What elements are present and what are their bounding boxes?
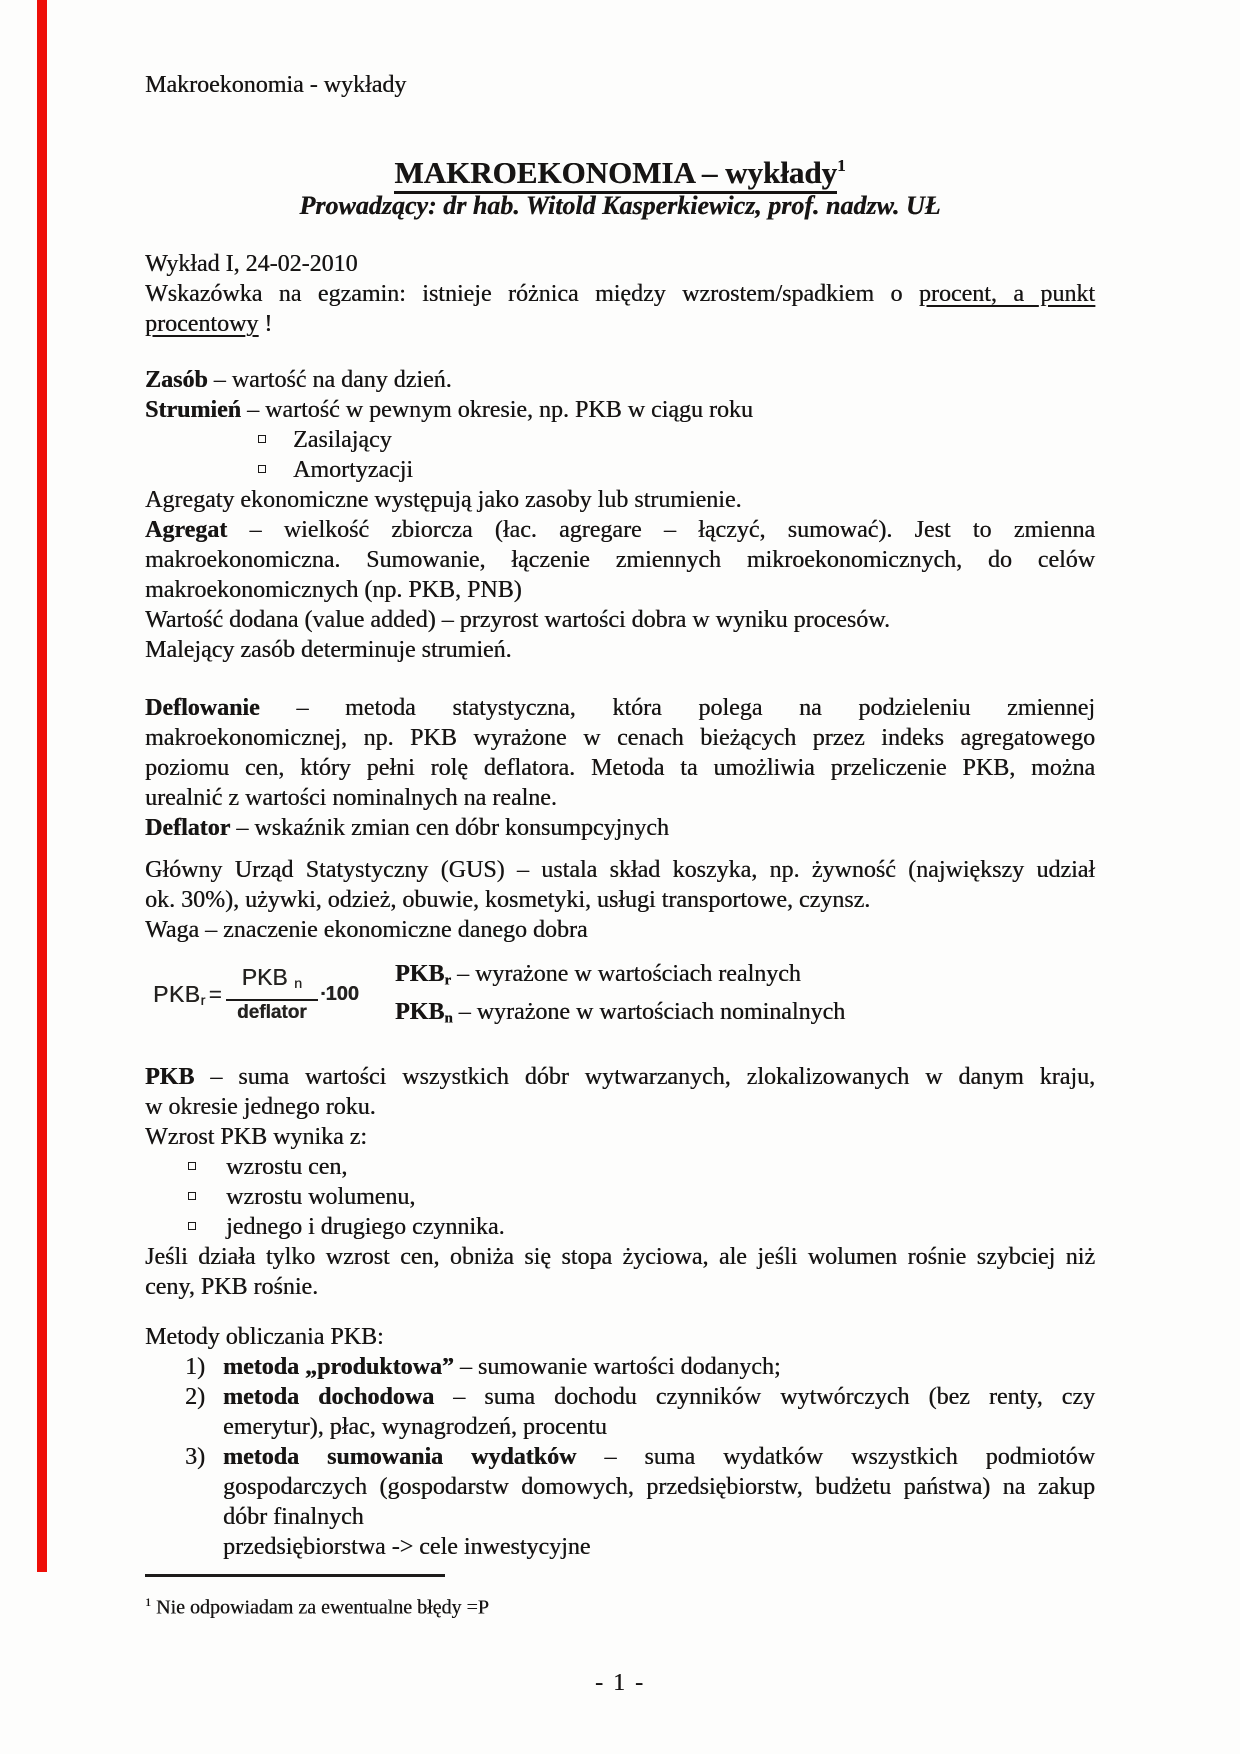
text-segment: metoda „produktowa” — [223, 1353, 454, 1380]
text-segment: ! — [258, 310, 273, 337]
bullet-item — [145, 1212, 1095, 1242]
text-line — [145, 855, 1095, 885]
text-segment: – metoda statystyczna, która polega na podzieleniu zmiennej — [259, 694, 1095, 721]
paragraph — [145, 693, 1095, 813]
text-segment: – suma dochodu czynników wytwórczych (bez renty, czy — [434, 1383, 1095, 1410]
document-title-text: MAKROEKONOMIA – wykłady — [394, 155, 837, 194]
formula-lhs-term: PKB — [153, 980, 201, 1007]
text-segment: Agregat — [145, 516, 228, 543]
text-line — [145, 635, 1095, 665]
text-line — [145, 753, 1095, 783]
formula-legend-line — [395, 996, 845, 1034]
text-segment: dóbr finalnych — [223, 1503, 364, 1530]
bullet-label — [226, 1154, 347, 1180]
square-bullet-icon — [188, 1162, 196, 1170]
red-margin-bar — [37, 0, 47, 1572]
text-line — [223, 1412, 1095, 1442]
footnote-separator — [145, 1574, 445, 1577]
text-segment: w okresie jednego roku. — [145, 1093, 376, 1120]
fraction-numerator — [226, 964, 318, 1001]
footnote-number: 1 — [145, 1594, 151, 1609]
paragraph — [145, 1062, 1095, 1122]
text-line — [145, 783, 1095, 813]
text-line — [145, 279, 1095, 309]
text-segment: – suma wartości wszystkich dóbr wytwarzanych, zlokalizowanych w danym kraju, — [194, 1063, 1095, 1090]
footnote-reference: 1 — [837, 156, 846, 175]
pkb-formula — [153, 962, 359, 1028]
bullet-item — [145, 1182, 1095, 1212]
numbered-item — [145, 1442, 1095, 1532]
text-line — [145, 365, 1095, 395]
numbered-item — [145, 1352, 1095, 1382]
numbered-item — [145, 1382, 1095, 1442]
formula-legend — [395, 958, 845, 1035]
item-number: 2) — [185, 1383, 205, 1410]
text-segment: Deflowanie — [145, 694, 260, 721]
text-segment: – wartość w pewnym okresie, np. PKB w ciągu roku — [241, 396, 753, 423]
text-line — [145, 249, 1095, 279]
text-segment: makroekonomiczna. Sumowanie, łączenie zmiennych mikroekonomicznych, do celów — [145, 546, 1095, 573]
bullet-label — [226, 1184, 415, 1210]
document-title — [145, 148, 1095, 191]
text-segment: przedsiębiorstwa -> cele inwestycyjne — [223, 1533, 591, 1560]
text-line — [145, 545, 1095, 575]
fraction — [226, 964, 318, 1025]
bullet-item — [145, 455, 1095, 485]
multiplier: ∙100 — [320, 983, 359, 1006]
text-line — [145, 1062, 1095, 1092]
legend-description: – wyrażone w wartościach realnych — [450, 960, 801, 987]
text-line — [145, 915, 1095, 945]
text-line — [145, 693, 1095, 723]
text-segment: Zasób — [145, 366, 208, 393]
item-text — [223, 1352, 1095, 1382]
numerator-subscript: n — [294, 976, 302, 993]
bullet-label — [293, 457, 413, 483]
footnote-text — [145, 1589, 1095, 1620]
text-segment: metoda dochodowa — [223, 1383, 435, 1410]
paragraph — [145, 279, 1095, 339]
text-segment: Agregaty ekonomiczne występują jako zasoby lub strumienie. — [145, 486, 742, 513]
formula-lhs — [153, 981, 206, 1009]
text-segment: Deflator — [145, 814, 231, 841]
lecturer-line: Prowadzący: dr hab. Witold Kasperkiewicz, prof. nadzw. UŁ — [299, 190, 941, 220]
text-line — [145, 395, 1095, 425]
legend-subscript: n — [444, 1010, 453, 1027]
formula-lhs-subscript: r — [200, 992, 206, 1009]
text-segment: – suma wydatków wszystkich podmiotów — [576, 1443, 1095, 1470]
text-line — [145, 515, 1095, 545]
bullet-label — [293, 427, 392, 453]
square-bullet-icon — [258, 465, 266, 473]
bullet-label — [226, 1214, 505, 1240]
text-segment: Wzrost PKB wynika z: — [145, 1123, 367, 1150]
legend-term: PKB — [395, 999, 445, 1026]
text-segment: Malejący zasób determinuje strumień. — [145, 636, 512, 663]
equals-sign: = — [208, 981, 222, 1007]
page-number: - 1 - — [595, 1670, 645, 1697]
text-line — [145, 1092, 1095, 1122]
pkb-formula-row — [145, 962, 1095, 1028]
text-segment: urealnić z wartości nominalnych na realne. — [145, 784, 557, 811]
item-text — [223, 1442, 1095, 1532]
text-segment: ok. 30%), używki, odzież, obuwie, kosmetyki, usługi transportowe, czynsz. — [145, 886, 871, 913]
text-segment: Wskazówka na egzamin: istnieje różnica między wzrostem/spadkiem o — [145, 280, 919, 307]
text-segment: emerytur), płac, wynagrodzeń, procentu — [223, 1413, 607, 1440]
paragraph — [145, 515, 1095, 605]
text-segment: ceny, PKB rośnie. — [145, 1273, 319, 1300]
text-segment: Jeśli działa tylko wzrost cen, obniża się stopa życiowa, ale jeśli wolumen rośnie szybciej niż — [145, 1243, 1095, 1270]
text-line — [223, 1502, 1095, 1532]
text-segment: – wartość na dany dzień. — [207, 366, 452, 393]
square-bullet-icon — [188, 1222, 196, 1230]
text-segment: Waga – znaczenie ekonomiczne danego dobra — [145, 916, 588, 943]
item-number: 3) — [185, 1443, 205, 1470]
text-segment: Strumień — [145, 396, 241, 423]
text-line — [145, 723, 1095, 753]
formula-legend-line — [395, 958, 845, 996]
paragraph — [145, 1242, 1095, 1302]
text-segment: – wskaźnik zmian cen dóbr konsumpcyjnych — [230, 814, 669, 841]
page-content — [145, 0, 1095, 1698]
text-line — [145, 575, 1095, 605]
numerator-term: PKB — [241, 964, 295, 991]
underlined-text: procentowy — [145, 310, 259, 337]
square-bullet-icon — [258, 435, 266, 443]
text-segment: Zasilający — [293, 426, 392, 453]
text-line — [145, 1322, 1095, 1352]
text-line — [145, 813, 1095, 843]
text-line — [223, 1382, 1095, 1412]
text-segment: Metody obliczania PKB: — [145, 1323, 384, 1350]
text-line — [145, 485, 1095, 515]
running-header: Makroekonomia - wykłady — [145, 72, 407, 98]
bullet-item — [145, 425, 1095, 455]
text-line — [223, 1472, 1095, 1502]
text-segment: Wykład I, 24-02-2010 — [145, 250, 358, 277]
text-line — [145, 605, 1095, 635]
legend-description: – wyrażone w wartościach nominalnych — [452, 999, 846, 1026]
item-number: 1) — [185, 1353, 205, 1380]
text-segment: wzrostu wolumenu, — [226, 1183, 416, 1210]
text-segment: Amortyzacji — [293, 456, 413, 483]
body-text-section-lower — [145, 1062, 1095, 1562]
text-line — [223, 1352, 1095, 1382]
text-segment: jednego i drugiego czynnika. — [226, 1213, 505, 1240]
bullet-item — [145, 1152, 1095, 1182]
item-text — [223, 1382, 1095, 1442]
fraction-denominator: deflator — [236, 1002, 307, 1024]
text-line — [145, 309, 1095, 339]
underlined-text: procent, a punkt — [918, 280, 1096, 307]
footnote-body: Nie odpowiadam za ewentualne błędy =P — [156, 1596, 489, 1619]
paragraph — [145, 855, 1095, 915]
text-line — [145, 1272, 1095, 1302]
text-segment: makroekonomicznej, np. PKB wyrażone w cenach bieżących przez indeks agregatowego — [145, 724, 1095, 751]
text-segment: Główny Urząd Statystyczny (GUS) – ustala skład koszyka, np. żywność (największy udział — [145, 856, 1095, 883]
text-segment: poziomu cen, który pełni rolę deflatora. Metoda ta umożliwia przeliczenie PKB, można — [145, 754, 1095, 781]
body-text-section-upper — [145, 249, 1095, 945]
text-line — [145, 1122, 1095, 1152]
text-segment: wzrostu cen, — [226, 1153, 348, 1180]
text-line — [223, 1532, 1095, 1562]
text-line — [223, 1442, 1095, 1472]
text-segment: metoda sumowania wydatków — [223, 1443, 577, 1470]
text-segment: gospodarczych (gospodarstw domowych, przedsiębiorstw, budżetu państwa) na zakup — [223, 1473, 1095, 1500]
legend-subscript: r — [444, 972, 451, 989]
text-line — [145, 1242, 1095, 1272]
square-bullet-icon — [188, 1192, 196, 1200]
legend-term: PKB — [395, 960, 445, 987]
text-segment: Wartość dodana (value added) – przyrost wartości dobra w wyniku procesów. — [145, 606, 890, 633]
text-segment: PKB — [145, 1063, 195, 1090]
text-line — [145, 885, 1095, 915]
text-segment: makroekonomicznych (np. PKB, PNB) — [145, 576, 522, 603]
text-segment: – wielkość zbiorcza (łac. agregare – łączyć, sumować). Jest to zmienna — [227, 516, 1095, 543]
text-segment: – sumowanie wartości dodanych; — [453, 1353, 781, 1380]
